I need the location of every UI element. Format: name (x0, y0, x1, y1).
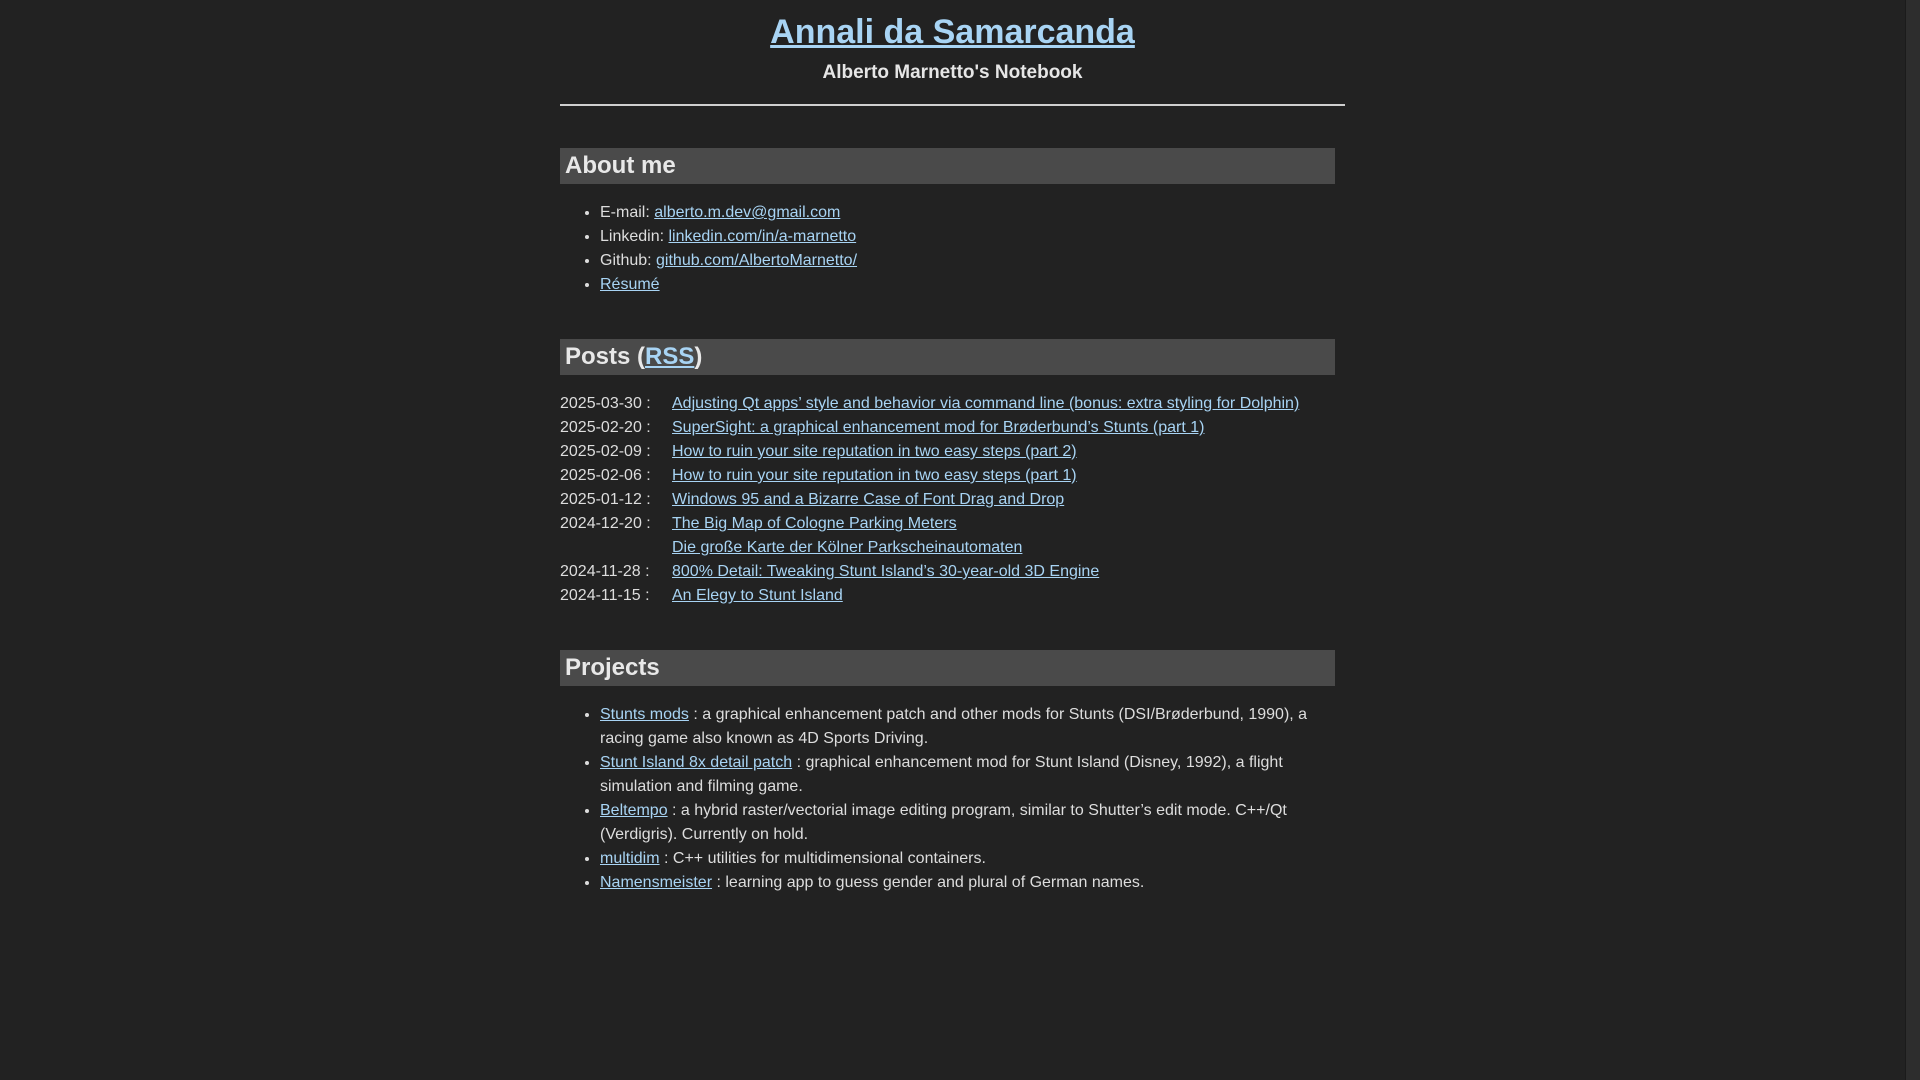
email-label: E-mail: (600, 204, 655, 221)
project-description: : a hybrid raster/vectorial image editing program, similar to Shutter’s edit mode. C++/Qt (Verdigris). Currently on hold. (600, 802, 1287, 843)
list-item (600, 249, 1345, 273)
post-link[interactable]: Windows 95 and a Bizarre Case of Font Drag and Drop (672, 491, 1065, 508)
post-link[interactable]: An Elegy to Stunt Island (672, 587, 843, 604)
post-date: 2025-02-20 : (560, 419, 651, 436)
post-links (672, 488, 1064, 512)
projects-section (560, 650, 1345, 895)
site-subtitle: Alberto Marnetto's Notebook (822, 62, 1083, 83)
post-links (672, 440, 1077, 464)
post-links (672, 464, 1077, 488)
posts-section (560, 339, 1345, 608)
project-description: : a graphical enhancement patch and other mods for Stunts (DSI/Brøderbund, 1990), a racing game also known as 4D Sports Driving. (600, 706, 1308, 747)
list-item (600, 225, 1345, 249)
posts-heading (560, 339, 1335, 375)
post-list (560, 392, 1345, 608)
post-link[interactable]: Die große Karte der Kölner Parkscheinautomaten (672, 539, 1023, 556)
post-row (560, 440, 1345, 464)
site-title (560, 12, 1345, 52)
project-list (560, 703, 1340, 895)
post-row (560, 464, 1345, 488)
project-item (600, 847, 1340, 871)
post-link[interactable]: SuperSight: a graphical enhancement mod for Brøderbund’s Stunts (part 1) (672, 419, 1205, 436)
post-date: 2024-11-15 : (560, 587, 650, 604)
project-description: : graphical enhancement mod for Stunt Island (Disney, 1992), a flight simulation and filming game. (600, 754, 1283, 795)
projects-heading: Projects (560, 650, 1335, 686)
about-section (560, 148, 1345, 297)
post-links (672, 416, 1204, 440)
post-link[interactable]: How to ruin your site reputation in two easy steps (part 1) (672, 467, 1077, 484)
project-item (600, 703, 1340, 751)
post-link[interactable]: The Big Map of Cologne Parking Meters (672, 515, 957, 532)
post-links (672, 584, 843, 608)
post-row (560, 392, 1345, 416)
project-link[interactable]: multidim (600, 850, 660, 867)
email-link[interactable]: alberto.m.dev@gmail.com (654, 204, 841, 221)
post-date: 2024-12-20 : (560, 515, 651, 532)
post-date: 2025-01-12 : (560, 491, 651, 508)
linkedin-link[interactable]: linkedin.com/in/a-marnetto (668, 228, 857, 245)
list-item (600, 273, 1345, 297)
post-link[interactable]: Adjusting Qt apps’ style and behavior via command line (bonus: extra styling for Dolphin) (672, 395, 1300, 412)
post-row (560, 488, 1345, 512)
content-column (560, 0, 1345, 895)
project-item (600, 871, 1340, 895)
header-divider (560, 104, 1345, 106)
post-date: 2024-11-28 : (560, 563, 650, 580)
resume-link[interactable]: Résumé (600, 276, 660, 293)
post-links (672, 560, 1099, 584)
post-links (672, 392, 1299, 416)
posts-heading-suffix: ) (694, 343, 703, 370)
project-link[interactable]: Beltempo (600, 802, 668, 819)
site-header (560, 0, 1345, 106)
post-row (560, 416, 1345, 440)
list-item (600, 201, 1345, 225)
linkedin-label: Linkedin: (600, 228, 669, 245)
post-row (560, 560, 1345, 584)
project-item (600, 751, 1340, 799)
about-list (560, 201, 1345, 297)
project-item (600, 799, 1340, 847)
post-link[interactable]: How to ruin your site reputation in two easy steps (part 2) (672, 443, 1077, 460)
post-date: 2025-02-09 : (560, 443, 651, 460)
project-link[interactable]: Stunt Island 8x detail patch (600, 754, 793, 771)
project-link[interactable]: Stunts mods (600, 706, 689, 723)
post-link[interactable]: 800% Detail: Tweaking Stunt Island’s 30-year-old 3D Engine (672, 563, 1100, 580)
post-date: 2025-03-30 : (560, 395, 651, 412)
site-title-link[interactable]: Annali da Samarcanda (770, 13, 1135, 51)
post-links (672, 512, 1022, 560)
post-date: 2025-02-06 : (560, 467, 651, 484)
post-row (560, 584, 1345, 608)
rss-link[interactable]: RSS (645, 343, 695, 370)
project-description: : C++ utilities for multidimensional containers. (659, 850, 986, 867)
about-heading: About me (560, 148, 1335, 184)
project-description: : learning app to guess gender and plural of German names. (712, 874, 1145, 891)
github-link[interactable]: github.com/AlbertoMarnetto/ (656, 252, 858, 269)
post-row (560, 512, 1345, 560)
scrollbar[interactable] (1905, 0, 1920, 1080)
github-label: Github: (600, 252, 657, 269)
posts-heading-prefix: Posts ( (565, 343, 646, 370)
project-link[interactable]: Namensmeister (600, 874, 713, 891)
